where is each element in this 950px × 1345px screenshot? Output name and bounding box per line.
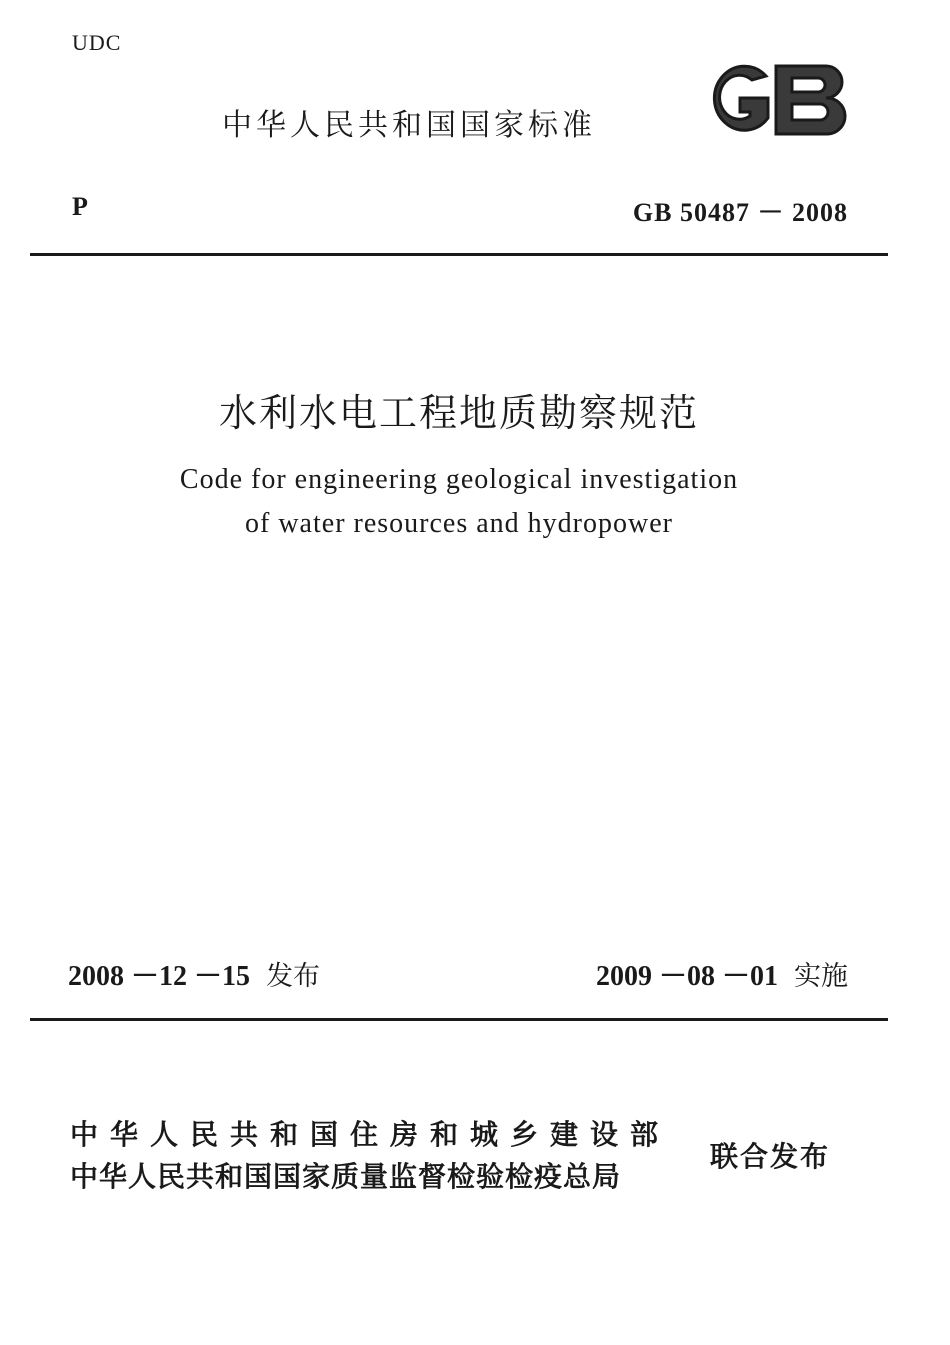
gb-logo [694,58,854,142]
bottom-divider [30,1018,888,1021]
authority-line1: 中华人民共和国住房和城乡建设部 [70,1118,671,1151]
authority-line2: 中华人民共和国国家质量监督检验检疫总局 [70,1160,622,1193]
top-divider [30,253,888,256]
classification-code: P [72,192,88,221]
title-english-line2: of water resources and hydropower [245,508,673,539]
title-english-line1: Code for engineering geological investigation [179,464,739,495]
implementation-date: 2009 －08 －01 [595,961,778,992]
implementation-date-block [596,954,848,994]
joint-issue-label: 联合发布 [710,1140,831,1173]
issue-label: 发布 [266,961,321,992]
title-chinese: 水利水电工程地质勘察规范 [218,391,699,435]
issue-date-block [68,954,320,994]
issue-date: 2008 －12 －15 [68,961,251,992]
udc-label: UDC [72,30,122,55]
standard-name: 中华人民共和国国家标准 [222,108,596,143]
implementation-label: 实施 [794,961,848,992]
standard-number: GB 50487 － 2008 [632,198,848,227]
